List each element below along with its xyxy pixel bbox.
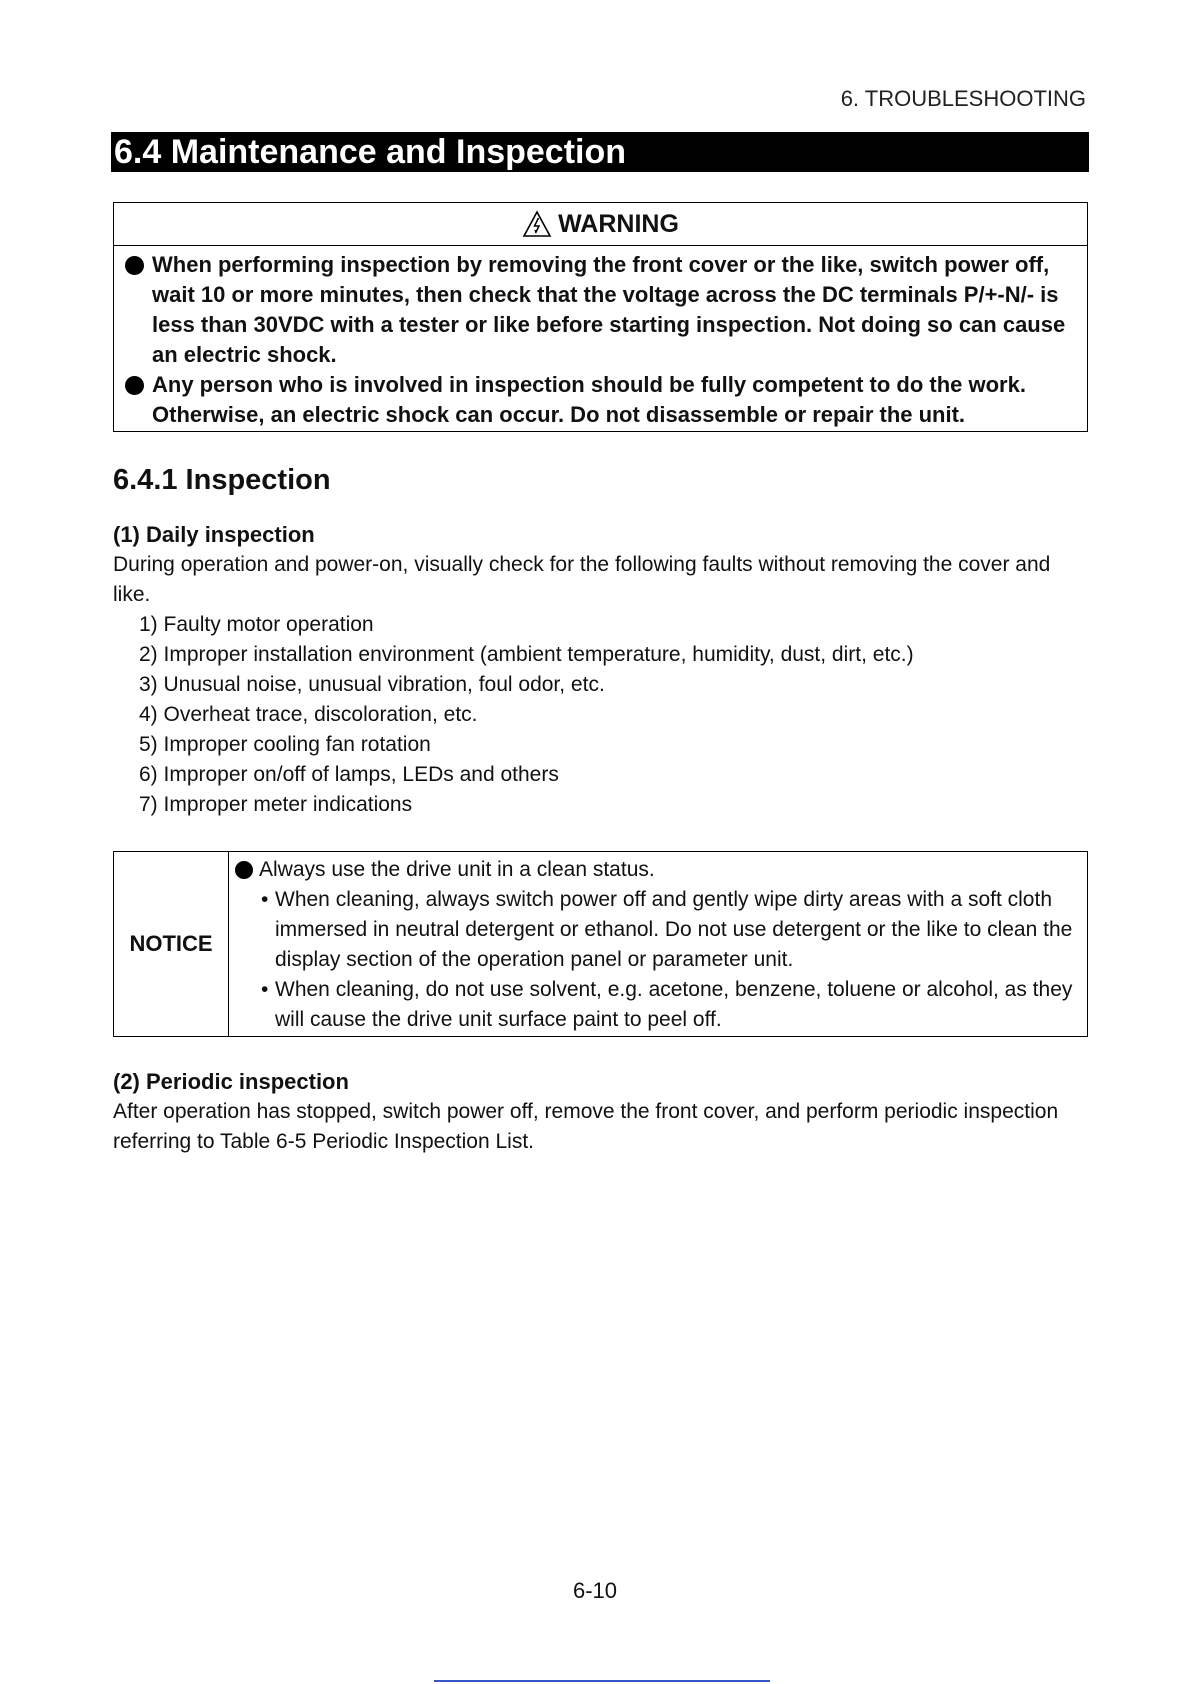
warning-header (114, 203, 1087, 246)
notice-item-text: When cleaning, always switch power off and gently wipe dirty areas with a soft cloth immersed in neutral detergent or ethanol. Do not use detergent or the like to clean the display section of the operation panel or parameter unit. (275, 888, 1073, 971)
list-item: 6) Improper on/off of lamps, LEDs and others (139, 763, 559, 786)
list-item: 3) Unusual noise, unusual vibration, foul odor, etc. (139, 673, 605, 696)
warning-item-text: When performing inspection by removing the front cover or the like, switch power off, wait 10 or more minutes, then check that the voltage across the DC terminals P/+-N/- is less than 30VDC with a tester or like before starting inspection. Not doing so can cause an electric shock. (152, 252, 1066, 367)
footer-link-underline[interactable] (434, 1680, 770, 1682)
warning-item-text: Any person who is involved in inspection should be fully competent to do the work. Otherwise, an electric shock can occur. Do not disassemble or repair the unit. (152, 372, 1026, 427)
warning-item (122, 250, 1077, 370)
notice-item-text: When cleaning, do not use solvent, e.g. acetone, benzene, toluene or alcohol, as they will cause the drive unit surface paint to peel off. (275, 978, 1073, 1031)
list-item: 4) Overheat trace, discoloration, etc. (139, 703, 478, 726)
daily-inspection-section (113, 520, 1088, 820)
daily-inspection-list (113, 610, 1088, 820)
notice-label: NOTICE (114, 852, 229, 1036)
notice-body (229, 852, 1087, 1036)
notice-item (235, 975, 1079, 1035)
notice-item (235, 885, 1079, 975)
page-number: 6-10 (572, 1578, 618, 1603)
list-item: 1) Faulty motor operation (139, 613, 374, 636)
section-title: 6.4 Maintenance and Inspection (111, 132, 1089, 172)
bullet-dot-icon (235, 861, 253, 879)
periodic-inspection-text: After operation has stopped, switch power off, remove the front cover, and perform periodic inspection referring to Table 6-5 Periodic Inspection List. (113, 1100, 1059, 1153)
bullet-dot-icon (125, 256, 144, 275)
warning-title: WARNING (558, 209, 679, 238)
bullet-dot-icon (125, 376, 144, 395)
list-item: 2) Improper installation environment (ambient temperature, humidity, dust, dirt, etc.) (139, 643, 914, 666)
electric-hazard-icon (522, 210, 552, 238)
daily-inspection-intro: During operation and power-on, visually check for the following faults without removing the cover and like. (113, 553, 1051, 606)
periodic-inspection-heading: (2) Periodic inspection (113, 1069, 349, 1094)
warning-item (122, 370, 1077, 430)
chapter-header: 6. TROUBLESHOOTING (840, 86, 1086, 111)
warning-box (113, 202, 1088, 432)
small-bullet-icon: • (261, 888, 269, 911)
notice-box (113, 851, 1088, 1037)
small-bullet-icon: • (261, 978, 269, 1001)
daily-inspection-heading: (1) Daily inspection (113, 522, 315, 547)
inspection-heading: 6.4.1 Inspection (113, 464, 331, 496)
periodic-inspection-section (113, 1067, 1088, 1157)
list-item: 5) Improper cooling fan rotation (139, 733, 431, 756)
notice-main-text: Always use the drive unit in a clean status. (259, 858, 655, 881)
notice-main-item (235, 855, 1079, 885)
list-item: 7) Improper meter indications (139, 793, 413, 816)
warning-body (114, 246, 1087, 430)
